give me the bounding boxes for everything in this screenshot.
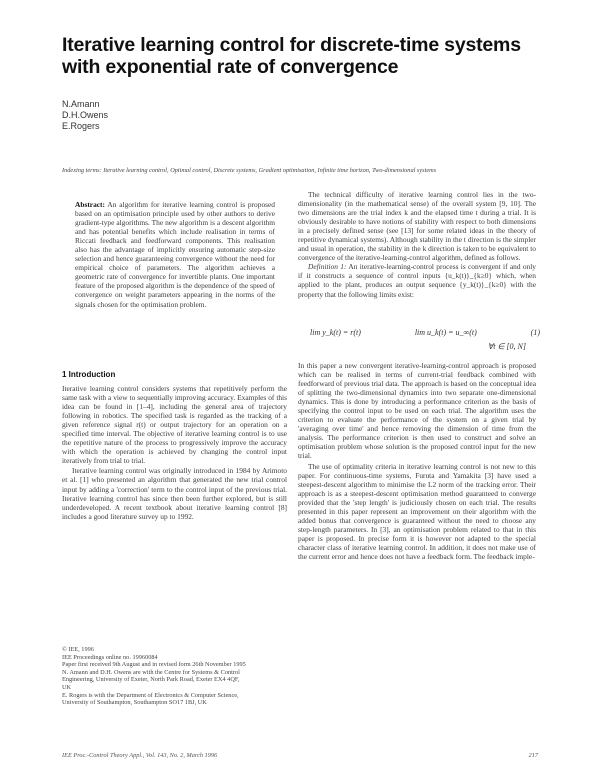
abstract	[75, 200, 275, 309]
author-name: E.Rogers	[62, 121, 100, 131]
intro-paragraph-2: Iterative learning control was originally introduced in 1984 by Arimoto et al. [1] who presented an algorithm that generated the new trial control input by adding a 'correction' term to the control input of the previous trial. Iterative learning control has since then been further explored, but is still underdeveloped. A recent textbook about iterative learning control [8] includes a good literature survey up to 1992.	[62, 466, 287, 521]
body-paragraph: The use of optimality criteria in iterative learning control is not new to this paper. For continuous-time systems, Furuta and Yamakita [3] have used a steepest-descent algorithm to minimise the L2 norm of the tracking error. Their approach is as a steepest-descent optimisation method guaranteed to converge provided that the 'step length' is judiciously chosen on each trial. The results presented in this paper represent an improvement on their algorithm with the added bonus that convergence is guaranteed without the need to choose any step-length parameters. In [3], an optimisation problem related to that in this paper is proposed. In precise form it is however not adapted to the special character class of iterative learning control. In addition, it does not make use of the current error and hence does not have a feedback form. The feedback imple-	[298, 461, 536, 561]
page-footer	[62, 752, 538, 759]
title-line-2: with exponential rate of convergence	[62, 56, 399, 78]
footnotes	[62, 646, 287, 707]
footnote-line: N. Amann and D.H. Owens are with the Centre for Systems & Control	[62, 668, 240, 676]
footnote-line: Paper first received 9th August and in revised form 26th November 1995	[62, 661, 246, 669]
page-number: 217	[528, 752, 538, 759]
author-name: N.Amann	[62, 99, 100, 109]
footnote-line: E. Rogers is with the Department of Electronics & Computer Science,	[62, 691, 239, 699]
footnote-line: IEE Proceedings online no. 19960084	[62, 653, 158, 661]
journal-citation: IEE Proc.-Control Theory Appl., Vol. 143, No. 2, March 1996	[62, 752, 218, 759]
definition	[298, 262, 536, 298]
paper-title	[62, 34, 562, 78]
definition-label: Definition 1:	[308, 262, 347, 272]
definition-text: An iterative-learning-control process is convergent if and only if it constructs a sequence of control inputs {u_k(t)}_{k≥0} which, when applied to the plant, produces an output sequence {y_k(t)}_{k≥0} with the property that the following limits exist:	[298, 262, 536, 299]
equation-1	[310, 328, 540, 351]
footnote-line: University of Southampton, Southampton SO17 1BJ, UK	[62, 699, 207, 707]
footnote-line: UK	[62, 683, 72, 691]
equation-left: lim y_k(t) = r(t)	[310, 328, 361, 337]
author-name: D.H.Owens	[62, 110, 109, 120]
body-paragraph: In this paper a new convergent iterative-learning-control approach is proposed which can be realised in terms of current-trial feedback combined with feedforward of previous trial data. The approach is based on the conceptual idea of splitting the two-dimensional dynamics into two separate one-dimensional dynamics. This is done by introducing a performance criterion as the basis of specifying the control input to be used on each trial. The algorithm uses the criterion to evaluate the performance of the system on a given trial by 'averaging over time' and hence removing the dimension of time from the analysis. The performance criterion is then used to construct and solve an optimisation problem whose solution is the proposed control input for the new trial.	[298, 361, 536, 461]
body-paragraph: The technical difficulty of iterative learning control lies in the two-dimensionality (in the mathematical sense) of the overall system [9, 10]. The two dimensions are the trial index k and the elapsed time t during a trial. It is obviously desirable to have notions of stability with respect to both dimensions in a precisely defined sense (see [13] for some related ideas in the theory of repetitive dynamical systems). Although stability in the t direction is the simpler and usual in operation, the stability in the k direction is taken to be equivalent to convergence of the iterative-learning-control algorithm, defined as follows.	[298, 190, 536, 263]
footnote-line: Engineering, University of Exeter, North Park Road, Exeter EX4 4QF,	[62, 676, 240, 684]
equation-domain: ∀t ∈ [0, N]	[487, 342, 526, 351]
author-list	[62, 99, 108, 132]
right-column-bottom	[298, 361, 536, 561]
abstract-label: Abstract:	[75, 200, 105, 209]
right-column-top	[298, 190, 536, 299]
footnote-line: © IEE, 1996	[62, 646, 94, 653]
abstract-text: An algorithm for iterative learning control is proposed based on an optimisation principle used by other authors to derive gradient-type algorithms. The new algorithm is a descent algorithm and has potential benefits which include realisation in terms of Riccati feedback and feedforward components. This realisation also has the advantage of implicitly ensuring automatic step-size selection and hence guaranteeing convergence without the need for empirical choice of parameters. The algorithm achieves a geometric rate of convergence for invertible plants. One important feature of the proposed algorithm is the dependence of the speed of convergence on weight parameters appearing in the norms of the signals chosen for the optimisation problem.	[75, 200, 275, 309]
title-line-1: Iterative learning control for discrete-time systems	[62, 34, 521, 56]
intro-paragraph-1: Iterative learning control considers systems that repetitively perform the same task with a view to sequentially improving accuracy. Examples of this idea can be found in [1–4], including the general area of trajectory following in robotics. The specified task is regarded as the tracking of a given reference signal r(t) or output trajectory for an operation on a specified time interval. The objective of iterative learning control is to use the repetitive nature of the process to progressively improve the accuracy with which the operation is achieved by changing the control input iteratively from trial to trial.	[62, 384, 287, 466]
equation-middle: lim u_k(t) = u_∞(t)	[414, 328, 477, 337]
introduction-body	[62, 384, 287, 521]
equation-number: (1)	[530, 328, 540, 337]
indexing-terms: Indexing terms: Iterative learning control, Optimal control, Discrete systems, Gradient optimisation, Infinite time horizon, Two-dimensional systems	[62, 167, 437, 174]
section-heading-introduction: 1 Introduction	[62, 370, 116, 379]
